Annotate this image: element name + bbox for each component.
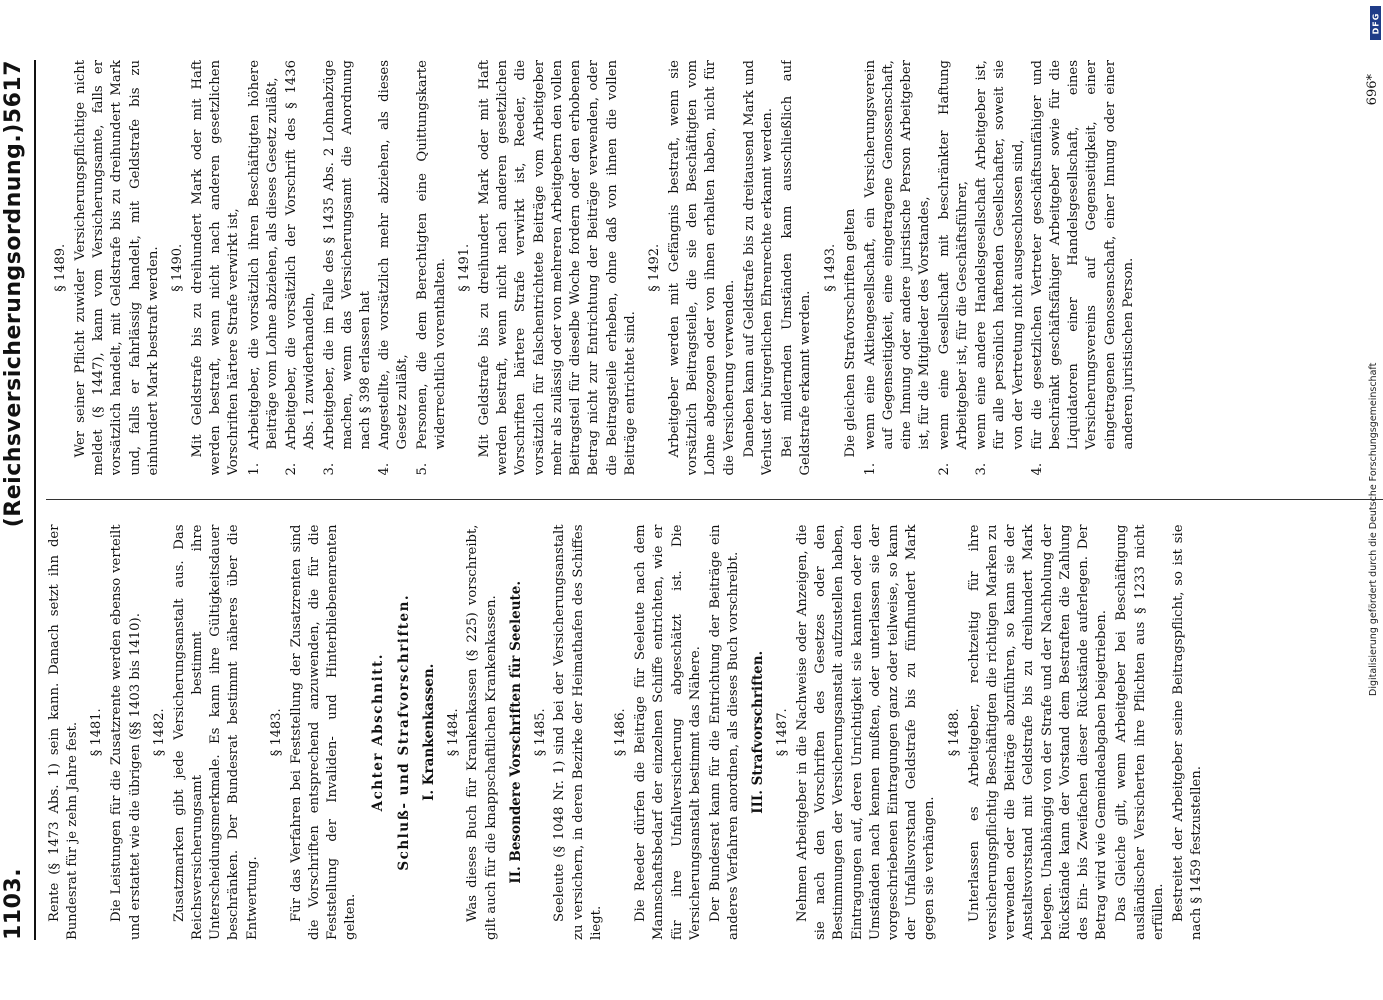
paragraph-number: § 1483. [268, 708, 284, 757]
body-paragraph: Was dieses Buch für Krankenkassen (§ 225) vorschreibt, gilt auch für die knappschaftlichen Krankenkassen. [465, 524, 499, 940]
list-item-number: 2. [936, 462, 952, 476]
body-paragraph: Die Reeder dürfen die Beiträge für Seeleute nach dem Mannschaftsbedarf der einzelnen Schiffe entrichten, wie er für ihre Unfallversicherung abgeschätzt ist. Die Versicherungsanstalt bestimmt das Nähere. [633, 524, 703, 940]
enumerated-list [246, 60, 450, 476]
paragraph-number: § 1487. [775, 708, 790, 757]
text-columns [46, 60, 1383, 940]
body-paragraph: Für das Verfahren bei Feststellung der Zusatzrenten sind die Vorschriften entsprechend anzuwenden, die für die Feststellung der Invaliden- und Hinterbliebenenrenten gelten. [288, 524, 359, 940]
body-paragraph: Die gleichen Strafvorschriften gelten [842, 208, 858, 458]
paragraph-number: § 1485. [532, 708, 548, 757]
body-paragraph: Bestreitet der Arbeitgeber seine Beitragspflicht, so ist sie nach § 1459 festzustellen. [1171, 524, 1205, 940]
list-item-number: 5. [414, 462, 430, 476]
paragraph-number: § 1493. [822, 243, 838, 292]
list-item-number: 1. [246, 462, 262, 476]
paragraph-number: § 1491. [457, 243, 473, 292]
body-paragraph: Das Gleiche gilt, wenn Arbeitgeber bei Beschäftigung ausländischer Versicherten ihre Pflichten aus § 1233 nicht erfüllen. [1114, 524, 1166, 940]
paragraph-number: § 1488. [946, 708, 962, 757]
body-paragraph: Daneben kann auf Geldstrafe bis zu dreitausend Mark und Verlust der bürgerlichen Ehrenrechte erkannt werden. [741, 60, 775, 476]
paragraph-number: § 1486. [613, 708, 629, 757]
list-item [1029, 60, 1138, 476]
printed-page [0, 40, 1383, 960]
body-paragraph: Die Leistungen für die Zusatzrente werden ebenso verteilt und erstattet wie die übrigen (§§ 1403 bis 1410). [109, 524, 143, 940]
signature-mark: 696* [1365, 74, 1380, 106]
dfg-logo [1370, 6, 1381, 40]
column-divider [46, 500, 1383, 501]
paragraph-number: § 1484. [445, 708, 461, 757]
list-item-text: Personen, die dem Berechtigten eine Quittungskarte widerrechtlich vorenthalten. [414, 60, 448, 450]
list-item-text: Angestellte, die vorsätzlich mehr abziehen, als dieses Gesetz zuläßt, [377, 60, 411, 450]
list-item-text: wenn eine Aktiengesellschaft, ein Versicherungsverein auf Gegenseitigkeit, eine eingetragene Genossenschaft, eine Innung oder andere juristische Person Arbeitgeber ist, für die Mitglieder des Vorstandes, [862, 60, 933, 450]
list-item-number: 1. [862, 462, 878, 476]
list-item-number: 3. [321, 462, 337, 476]
body-paragraph: Rente (§ 1473 Abs. 1) sein kann. Danach setzt ihn der Bundesrat für je zehn Jahre fest. [47, 524, 81, 940]
list-item [321, 60, 376, 476]
list-item-number: 3. [974, 462, 990, 476]
body-paragraph: Der Bundesrat kann für die Entrichtung der Beiträge ein anderes Verfahren anordnen, als dieses Buch vorschreibt. [707, 524, 742, 940]
paragraph-number: § 1489. [53, 243, 68, 292]
list-item-number: 4. [377, 462, 393, 476]
list-item [283, 60, 319, 476]
list-item-text: wenn eine Gesellschaft mit beschränkter Haftung Arbeitgeber ist, für die Geschäftsführer, [936, 60, 970, 450]
left-column [46, 525, 1383, 941]
digitisation-notice: Digitalisierung gefördert durch die Deutsche Forschungsgemeinschaft [1368, 362, 1379, 696]
page-number: 5617 [1, 60, 26, 124]
subsection-heading: III. Strafvorschriften. [750, 650, 767, 814]
body-paragraph: Bei mildernden Umständen kann ausschließlich auf Geldstrafe erkannt werden. [780, 60, 814, 476]
body-paragraph: Unterlassen es Arbeitgeber, rechtzeitig für ihre versicherungspflichtig Beschäftigten die richtigen Marken zu verwenden oder die Beiträge abzuführen, so kann sie der Anstaltsvorstand mit Geldstrafe bis zu dreihundert Mark belegen. Unabhängig von der Strafe und der Nachholung der Rückstände kann der Vorstand dem Bestraften die Zahlung des Ein- bis Zweifachen dieser Rückstände auferlegen. Der Betrag wird wie Gemeindeabgaben beigetrieben. [966, 524, 1110, 940]
list-item-text: Arbeitgeber, die vorsätzlich ihren Beschäftigten höhere Beiträge vom Lohne abziehen, als dieses Gesetz zuläßt, [246, 60, 280, 450]
subsection-heading: I. Krankenkassen. [420, 663, 437, 801]
list-item-text: wenn eine andere Handelsgesellschaft Arbeitgeber ist, für alle persönlich haftenden Gesellschafter, soweit sie von der Vertretung nicht ausgeschlossen sind, [974, 60, 1026, 450]
body-paragraph: Wer seiner Pflicht zuwider Versicherungspflichtige nicht meldet (§ 1447), kann vom Versicherungsamte, falls er vorsätzlich handelt, mit Geldstrafe bis zu dreihundert Mark und, falls er fahrlässig handelt, mit Geldstrafe bis zu einhundert Mark bestraft werden. [72, 60, 161, 476]
list-item-number: 4. [1029, 462, 1045, 476]
list-item [376, 60, 412, 476]
section-heading: Schluß- und Strafvorschriften. [396, 593, 413, 871]
running-head [0, 60, 26, 940]
body-paragraph: Zusatzmarken gibt jede Versicherungsanstalt aus. Das Reichsversicherungsamt bestimmt ihre Unterscheidungsmerkmale. Es kann ihre Gültigkeitsdauer beschränken. Der Bundesrat bestimmt näheres über die Entwertung. [171, 524, 260, 940]
enumerated-list [862, 60, 1138, 476]
list-item-text: für die gesetzlichen Vertreter geschäftsunfähiger und beschränkt geschäftsfähiger Arbeitgeber sowie für die Liquidatoren einer Handelsgesellschaft, eines Versicherungsvereins auf Gegenseitigkeit, einer eingetragenen Genossenschaft, einer Innung oder einer anderen juristischen Person. [1029, 60, 1136, 450]
list-item [973, 60, 1028, 476]
list-item-text: Arbeitgeber, die im Falle des § 1435 Abs. 2 Lohnabzüge machen, wenn das Versicherungsamt die Anordnung nach § 398 erlassen hat [321, 60, 373, 450]
body-paragraph: Mit Geldstrafe bis zu dreihundert Mark oder mit Haft werden bestraft, wenn nicht nach anderen gesetzlichen Vorschriften härtere Strafe verwirkt ist, Reeder, die vorsätzlich für falschentrichtete Beiträge vom Arbeitgeber mehr als zulässig oder von mehreren Arbeitgebern den vollen Beitragsteil für dieselbe Woche fordern oder den erhobenen Betrag nicht zur Entrichtung der Beiträge verwenden, oder die Beitragsteile erheben, ohne daß von ihnen die vollen Beiträge entrichtet sind. [476, 60, 638, 476]
body-paragraph: Arbeitgeber werden mit Gefängnis bestraft, wenn sie vorsätzlich Beitragsteile, die sie den Beschäftigten vom Lohne abgezogen oder von ihnen erhalten haben, nicht für die Versicherung verwenden. [666, 60, 737, 476]
list-item [936, 60, 972, 476]
header-rule [34, 60, 36, 940]
list-item-number: 2. [284, 462, 300, 476]
right-column [46, 60, 1383, 476]
running-head-left: 1103. [1, 867, 26, 940]
paragraph-number: § 1482. [151, 708, 167, 757]
paragraph-number: § 1492. [646, 243, 662, 292]
section-heading: Achter Abschnitt. [369, 653, 386, 812]
list-item-text: Arbeitgeber, die vorsätzlich der Vorschrift des § 1436 Abs. 1 zuwiderhandeln, [284, 60, 318, 450]
list-item [414, 60, 450, 476]
subsection-heading: II. Besondere Vorschriften für Seeleute. [507, 580, 524, 884]
list-item [862, 60, 935, 476]
list-item [246, 60, 282, 476]
body-paragraph: Nehmen Arbeitgeber in die Nachweise oder Anzeigen, die sie nach den Vorschriften des Gesetzes oder den Bestimmungen der Versicherungsanstalt aufzustellen haben, Eintragungen auf, deren Unrichtigkeit sie kannten oder den Umständen nach kennen mußten, oder unterlassen sie der vorgeschriebenen Eintragungen ganz oder teilweise, so kann der Unfallsvorstand Geldstrafe bis zu fünfhundert Mark gegen sie verhängen. [794, 524, 938, 940]
body-paragraph: Mit Geldstrafe bis zu dreihundert Mark oder mit Haft werden bestraft, wenn nicht nach anderen gesetzlichen Vorschriften härtere Strafe verwirkt ist, [189, 60, 242, 476]
paragraph-number: § 1481. [89, 708, 105, 757]
paragraph-number: § 1490. [170, 243, 186, 292]
dfg-logo-text: DFG [1371, 12, 1381, 34]
running-head-title: (Reichsversicherungsordnung.) [1, 123, 26, 528]
body-paragraph: Seeleute (§ 1048 Nr. 1) sind bei der Versicherungsanstalt zu versichern, in deren Bezirke der Heimathafen des Schiffes liegt. [552, 524, 604, 940]
